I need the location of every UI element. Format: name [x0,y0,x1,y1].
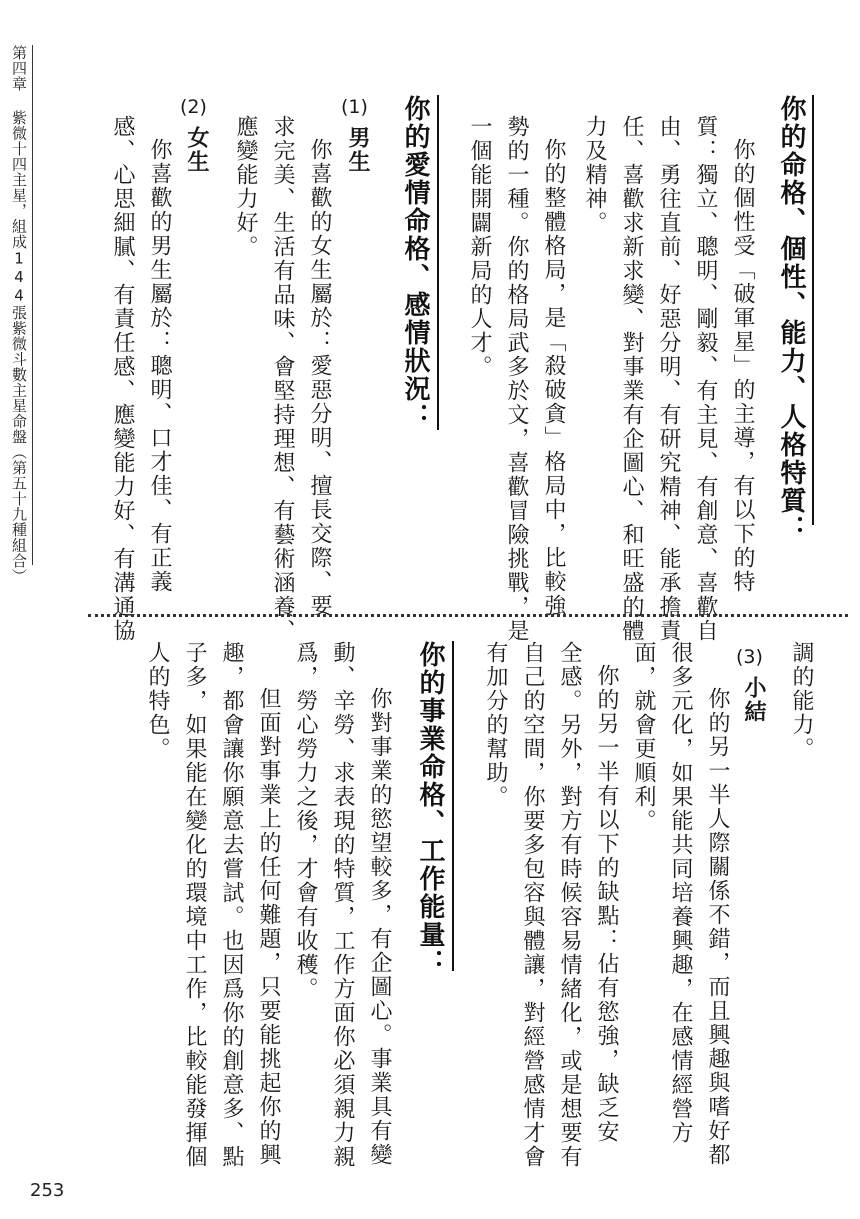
heading-personality: 你的命格、個性、能力、人格特質： [776,95,806,543]
heading3-bar [452,641,454,971]
female-line-1: 你喜歡的男生屬於：聰明、口才佳、有正義 [147,138,172,594]
career-line-1: 你對事業的慾望較多，有企圖心。事業具有變 [367,687,392,1167]
para1-line-1: 你的個性受「破軍星」的主導，有以下的特 [730,138,755,594]
summary-title: 小結 [741,676,766,724]
female-line-2: 感、心思細膩、有責任感、應變能力好、有溝通協 [110,115,135,643]
summary-line-7: 有加分的幫助。 [483,641,508,809]
male-number: (1) [341,96,368,118]
male-line-3: 應變能力好。 [233,115,258,259]
sidebar-divider [32,45,33,565]
female-title: 女生 [184,126,209,174]
para2-line-1: 你的整體格局，是「殺破貪」格局中，比較強 [541,138,566,618]
heading-career: 你的事業命格、工作能量： [415,641,445,977]
para1-line-5: 力及精神。 [582,115,607,235]
page-number: 253 [30,1180,65,1201]
career-line-6: 子多，如果能在變化的環境中工作，比較能發揮個 [182,641,207,1169]
heading-love: 你的愛情命格、感情狀況： [400,95,430,431]
heading2-bar [437,95,439,430]
heading1-bar [812,95,814,525]
male-line-2: 求完美、生活有品味、會堅持理想、有藝術涵養、 [270,115,295,643]
career-line-7: 人的特色。 [145,641,170,761]
section-divider [88,614,848,617]
summary-line-6: 自己的空間，你要多包容與體讓，對經營感情才會 [520,641,545,1169]
summary-line-4: 你的另一半有以下的缺點：佔有慾強，缺乏安 [594,664,619,1144]
summary-line-2: 很多元化，如果能共同培養興趣，在感情經營方 [668,641,693,1145]
summary-line-5: 全感。另外，對方有時候容易情緒化，或是想要有 [557,641,582,1169]
career-line-4: 但面對事業上的任何難題，只要能挑起你的興 [256,687,281,1167]
para2-line-3: 一個能開闢新局的人才。 [467,115,492,379]
career-line-5: 趣，都會讓你願意去嘗試。也因爲你的創意多、點 [219,641,244,1169]
para2-line-2: 勢的一種。你的格局武多於文，喜歡冒險挑戰，是 [504,115,529,643]
career-line-3: 爲，勞心勞力之後，才會有收穫。 [293,641,318,1001]
summary-line-3: 面，就會更順利。 [631,641,656,833]
para1-line-3: 由、勇往直前、好惡分明、有研究精神、能承擔責 [656,115,681,643]
chapter-sidebar-label: 第四章 紫微十四主星，組成144張紫微斗數主星命盤（第五十九種組合） [10,45,28,584]
female-number: (2) [180,96,207,118]
male-line-1: 你喜歡的女生屬於：愛惡分明、擅長交際、要 [307,138,332,618]
summary-line-1: 你的另一半人際關係不錯，而且興趣與嗜好都 [705,687,730,1167]
continuation-line: 調的能力。 [789,641,814,761]
para1-line-4: 任、喜歡求新求變、對事業有企圖心、和旺盛的體 [619,115,644,643]
male-title: 男生 [345,126,370,174]
career-line-2: 動、辛勞、求表現的特質，工作方面你必須親力親 [330,641,355,1169]
summary-number: (3) [736,646,763,668]
para1-line-2: 質：獨立、聰明、剛毅、有主見、有創意、喜歡自 [693,115,718,643]
